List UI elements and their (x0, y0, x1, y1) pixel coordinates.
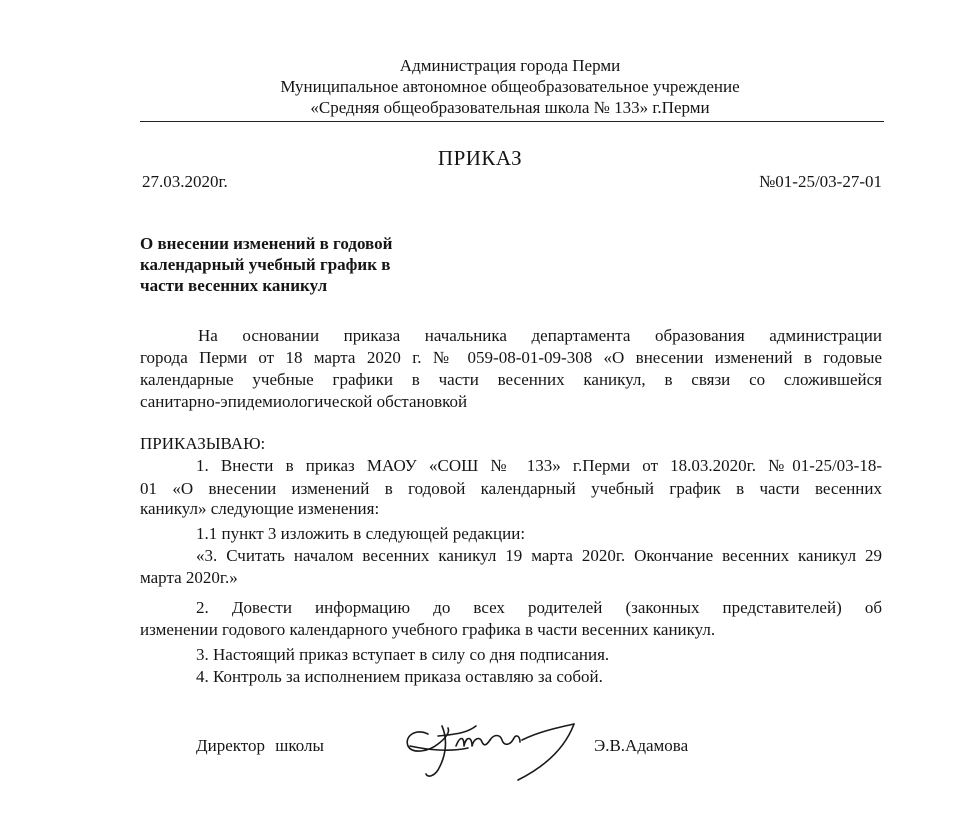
item-1-line: каникул» следующие изменения: (140, 499, 380, 518)
item-1-1-quote-line: «3. Считать началом весенних каникул 19 марта 2020г. Окончание весенних каникул 29 (196, 546, 882, 565)
preamble-line: санитарно-эпидемиологической обстановкой (140, 392, 468, 411)
order-number: №01-25/03-27-01 (759, 172, 882, 191)
decree-word: ПРИКАЗЫВАЮ: (140, 434, 266, 453)
header-rule (140, 121, 884, 122)
item-1-line: 01 «О внесении изменений в годовой календарный учебный график в части весенних (140, 479, 882, 498)
header-authority: Администрация города Перми (399, 56, 621, 75)
item-1-1: 1.1 пункт 3 изложить в следующей редакции: (196, 524, 526, 543)
subject-line: части весенних каникул (140, 276, 328, 295)
order-subject (140, 233, 392, 296)
order-date: 27.03.2020г. (142, 172, 228, 191)
item-2-line: изменении годового календарного учебного графика в части весенних каникул. (140, 620, 716, 639)
subject-line: О внесении изменений в годовой (140, 234, 393, 253)
item-1-1-quote-line: марта 2020г.» (140, 568, 238, 587)
item-4: 4. Контроль за исполнением приказа оставляю за собой. (196, 667, 603, 686)
item-3: 3. Настоящий приказ вступает в силу со дня подписания. (196, 645, 610, 664)
item-1-line: 1. Внести в приказ МАОУ «СОШ № 133» г.Перми от 18.03.2020г. №01-25/03-18- (196, 456, 882, 475)
preamble-line: города Перми от 18 марта 2020 г. № 059-08-01-09-308 «О внесении изменений в годовые (140, 348, 882, 367)
preamble-line: На основании приказа начальника департамента образования администрации (198, 326, 882, 345)
header-institution-type: Муниципальное автономное общеобразовательное учреждение (280, 77, 740, 96)
signatory-name: Э.В.Адамова (594, 736, 689, 755)
handwritten-signature (398, 706, 588, 784)
document-title: ПРИКАЗ (437, 146, 523, 170)
subject-line: календарный учебный график в (140, 255, 391, 274)
signatory-position: Директор школы (196, 736, 324, 755)
preamble-line: календарные учебные графики в части весенних каникул, в связи со сложившейся (140, 370, 882, 389)
item-2-line: 2. Довести информацию до всех родителей (законных представителей) об (196, 598, 882, 617)
header-school-name: «Средняя общеобразовательная школа № 133» г.Перми (310, 98, 710, 117)
